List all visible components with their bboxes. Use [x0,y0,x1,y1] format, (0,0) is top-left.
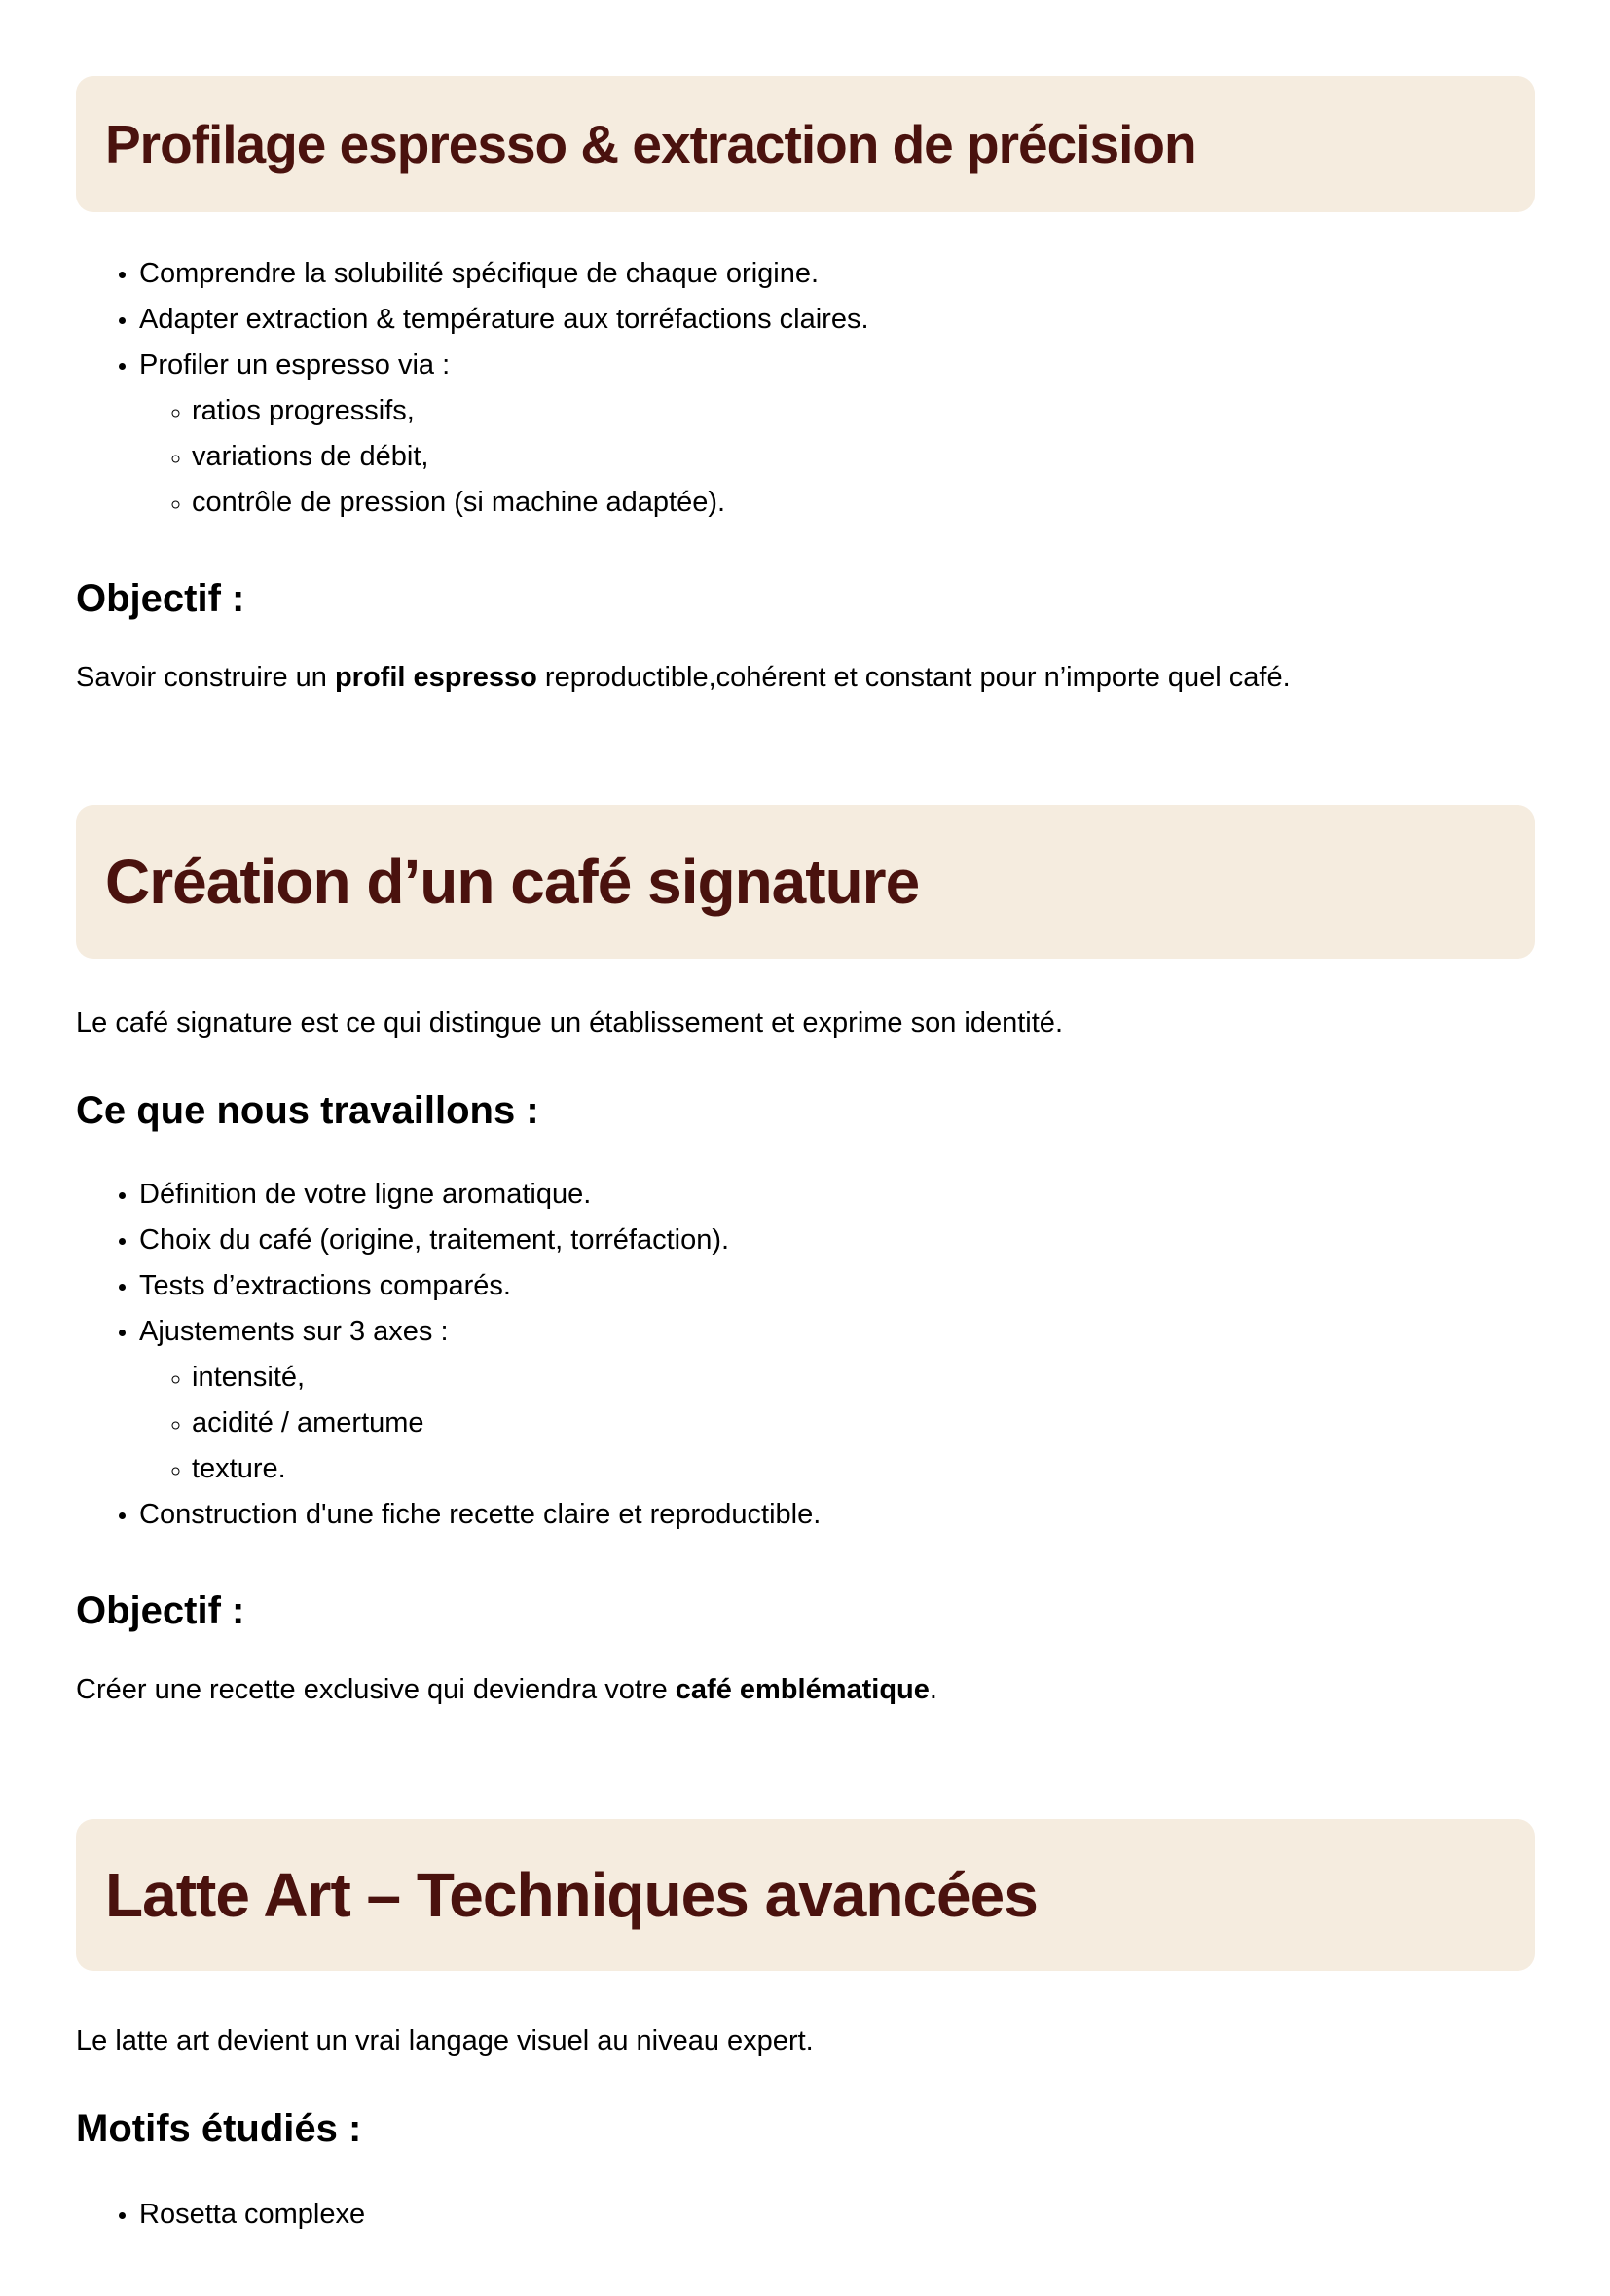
intro-paragraph-cafe-signature: Le café signature est ce qui distingue un établissement et exprime son identité. [76,1007,1063,1039]
intro-paragraph-latte-art: Le latte art devient un vrai langage visuel au niveau expert. [76,2025,814,2057]
bullet-item: • Choix du café (origine, traitement, torréfaction). [139,1218,1535,1263]
objective-text-prefix: Créer une recette exclusive qui deviendra votre [76,1674,676,1705]
subheading-travaillons: Ce que nous travaillons : [76,1089,539,1132]
section-banner-cafe-signature [76,805,1535,959]
bullet-item: • Définition de votre ligne aromatique. [139,1172,1535,1218]
bullet-item-label: Profiler un espresso via : [139,349,451,381]
sub-bullet-item: ◦ contrôle de pression (si machine adaptée). [192,480,1535,526]
subheading-motifs: Motifs étudiés : [76,2107,362,2150]
section-title-latte-art: Latte Art – Techniques avancées [105,1860,1038,1930]
bullet-list-profilage [76,251,1535,526]
objective-text-suffix: reproductible,cohérent et constant pour n’importe quel café. [536,662,1291,693]
sub-bullet-list-axes [139,1355,1535,1492]
section-banner-profilage [76,76,1535,212]
section-title-cafe-signature: Création d’un café signature [105,847,920,917]
objective-paragraph-2 [76,1668,1535,1712]
bullet-list-latte-art [76,2192,1535,2238]
bullet-item: • Comprendre la solubilité spécifique de chaque origine. [139,251,1535,297]
objective-text-suffix: . [929,1674,937,1705]
section-title-profilage: Profilage espresso & extraction de précision [105,114,1196,174]
bullet-item: • Construction d'une fiche recette claire et reproductible. [139,1492,1535,1538]
bullet-item: • Tests d’extractions comparés. [139,1263,1535,1309]
bullet-item [139,1309,1535,1492]
bullet-item: • Rosetta complexe [139,2192,1535,2238]
sub-bullet-list-profilage [139,388,1535,526]
section-banner-latte-art [76,1819,1535,1971]
sub-bullet-item: ◦ ratios progressifs, [192,388,1535,434]
objective-text-bold: café emblématique [675,1674,930,1705]
bullet-list-cafe-signature [76,1172,1535,1538]
objective-paragraph-1 [76,656,1535,700]
subheading-objectif-2: Objectif : [76,1589,245,1632]
bullet-item: • Adapter extraction & température aux torréfactions claires. [139,297,1535,343]
sub-bullet-item: ◦ texture. [192,1446,1535,1492]
sub-bullet-item: ◦ acidité / amertume [192,1401,1535,1446]
bullet-item [139,343,1535,526]
sub-bullet-item: ◦ intensité, [192,1355,1535,1401]
objective-text-bold: profil espresso [334,662,537,693]
bullet-item-label: Ajustements sur 3 axes : [139,1316,449,1347]
subheading-objectif-1: Objectif : [76,577,245,620]
sub-bullet-item: ◦ variations de débit, [192,434,1535,480]
objective-text-prefix: Savoir construire un [76,662,335,693]
